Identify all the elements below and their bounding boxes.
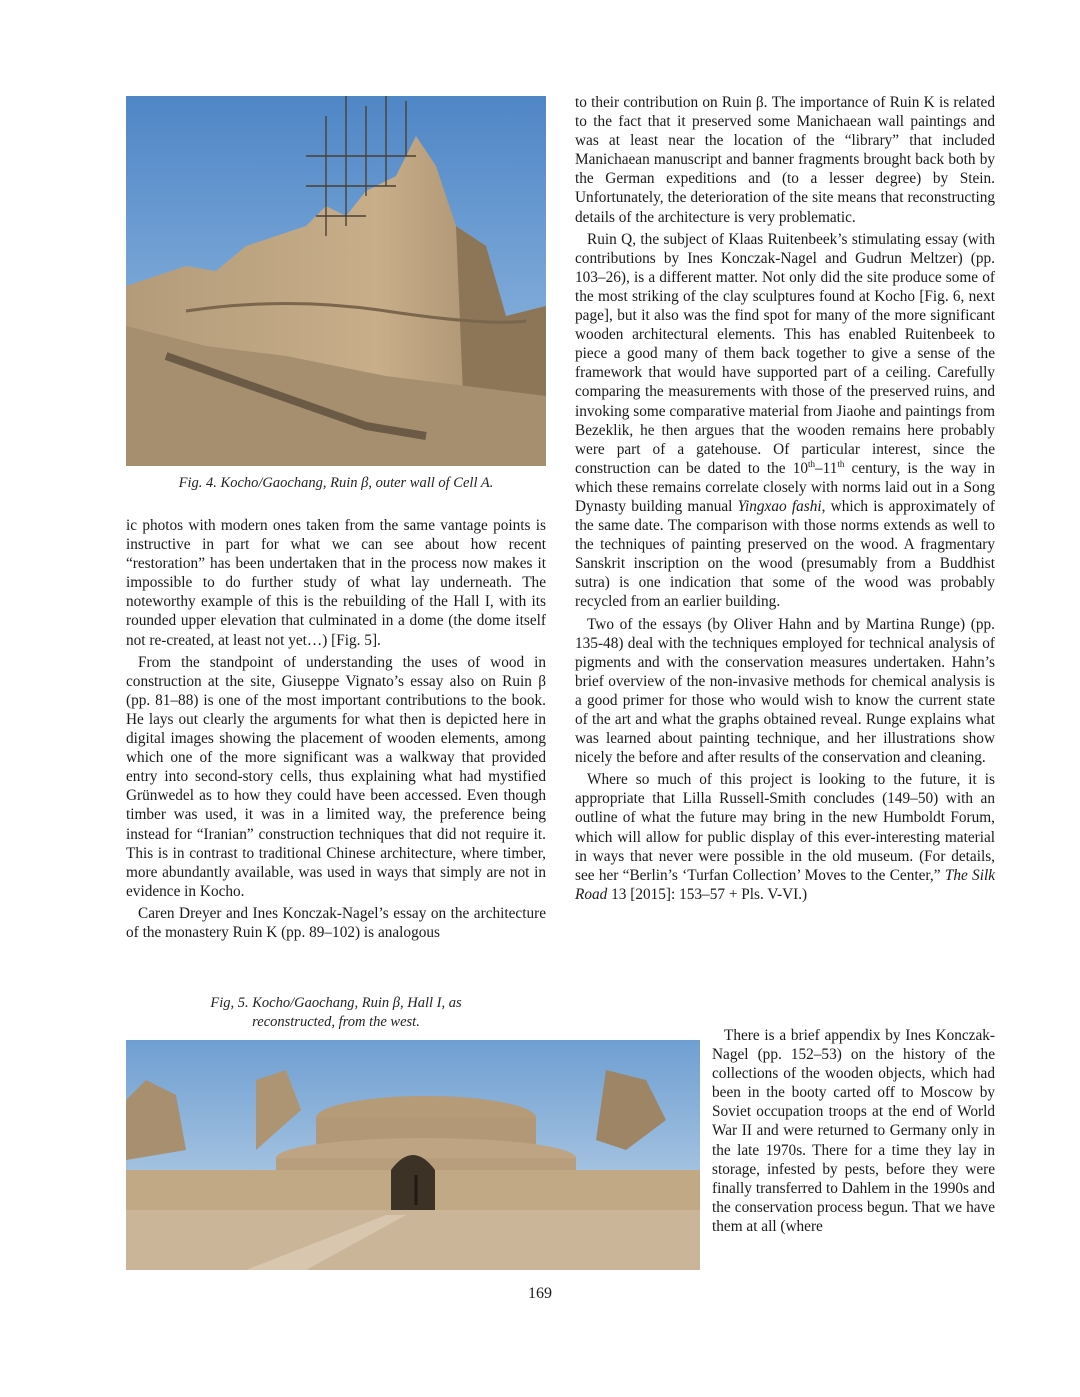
- yingxao-fashi-title: Yingxao fashi: [737, 497, 822, 515]
- figure-4-photo: [126, 96, 546, 466]
- left-paragraph-3: Caren Dreyer and Ines Konczak-Nagel’s essay on the architecture of the monastery Ruin K (pp. 89–102) is analogous: [126, 904, 546, 941]
- right-column: [575, 93, 995, 907]
- page-number: 169: [528, 1285, 552, 1302]
- right-paragraph-2-part-d: , which is approximately of the same date. The comparison with those norms extends as well to the techniques of painting preserved on the wood. A fragmentary Sanskrit inscription on the wood (presumably from a Buddhist sutra) is one indication that some of the wood was probably recycled from an earlier building.: [575, 497, 995, 611]
- left-paragraph-1: ic photos with modern ones taken from the same vantage points is instructive in part for what we can see about how recent “restoration” has been undertaken that in the process now makes it impossible to do further study of what lay underneath. The noteworthy example of this is the rebuilding of the Hall I, with its rounded upper elevation that culminated in a dome (the dome itself not re-created, at least not yet…) [Fig. 5].: [126, 517, 546, 649]
- figure-4-caption: Fig. 4. Kocho/Gaochang, Ruin β, outer wall of Cell A.: [178, 475, 494, 491]
- right-paragraph-5: There is a brief appendix by Ines Konczak-Nagel (pp. 152–53) on the history of the collections of the wooden objects, which had been in the booty carted off to Moscow by Soviet occupation troops at the end of World War II and were returned to Germany only in the late 1970s. There for a time they lay in storage, infested by pests, before they were finally transferred to Dahlem in the 1990s and the conservation process begun. That we have them at all (where: [712, 1027, 995, 1235]
- figure-5-caption-line-1: Fig, 5. Kocho/Gaochang, Ruin β, Hall I, as: [210, 995, 462, 1011]
- figure-5-caption: [126, 994, 546, 1032]
- right-paragraph-3: Two of the essays (by Oliver Hahn and by Martina Runge) (pp. 135-48) deal with the techniques employed for technical analysis of pigments and with the conservation measures undertaken. Hahn’s brief overview of the non-invasive methods for chemical analysis is a good primer for those who would wish to know the current state of the art and what the graphs obtained reveal. Runge explains what was learned about painting technique, and her illustrations show nicely the before and after results of the conservation and cleaning.: [575, 615, 995, 767]
- right-paragraph-2: [575, 230, 995, 612]
- right-paragraph-1: to their contribution on Ruin β. The importance of Ruin K is related to the fact that it preserved some Manichaean wall paintings and was at least near the location of the “library” that included Manichaean manuscript and banner fragments brought back both by the German expeditions and (to a lesser degree) by Stein. Unfortunately, the deterioration of the site means that reconstructing details of the architecture is very problematic.: [575, 94, 995, 226]
- right-column-lower: [712, 1026, 995, 1239]
- left-paragraph-2: From the standpoint of understanding the uses of wood in construction at the site, Giuseppe Vignato’s essay also on Ruin β (pp. 81–88) is one of the most important contributions to the book. He lays out clearly the arguments for what then is depicted here in digital images showing the placement of wooden elements, among which one of the more significant was a walkway that provided entry into second-story cells, thus explaining what had mystified Grünwedel as to how they could have been accessed. Even though timber was used, it was in a limited way, the preference being instead for “Iranian” construction techniques that did not require it. This is in contrast to traditional Chinese architecture, where timber, more abundantly available, was used in ways that simply are not in evidence in Kocho.: [126, 653, 546, 900]
- right-paragraph-4: [575, 770, 995, 904]
- right-paragraph-2-part-b: –11: [815, 459, 838, 477]
- right-paragraph-4-part-b: 13 [2015]: 153–57 + Pls. V-VI.): [607, 885, 808, 903]
- superscript-th-1: th: [808, 458, 816, 469]
- superscript-th-2: th: [837, 458, 845, 469]
- figure-5-caption-line-2: reconstructed, from the west.: [252, 1014, 420, 1030]
- silk-road-title: The Silk Road: [575, 866, 995, 903]
- right-paragraph-2-part-a: Ruin Q, the subject of Klaas Ruitenbeek’s stimulating essay (with contributions by Ines Konczak-Nagel and Gudrun Meltzer) (pp. 103–26), is a different matter. Not only did the site produce some of the most striking of the clay sculptures found at Kocho [Fig. 6, next page], but it also was the find spot for many of the more significant wooden architectural elements. This has enabled Ruitenbeek to piece a good many of them back together to give a sense of the framework that would have supported part of a ceiling. Carefully comparing the measurements with those of the preserved ruins, and invoking some comparative material from Jiaohe and paintings from Bezeklik, he then argues that the wooden remains here probably were part of a gatehouse. Of particular interest, since the construction can be dated to the 10: [575, 230, 995, 477]
- right-paragraph-2-part-c: century, is the way in which these remains correlate closely with norms laid out in a Song Dynasty building manual: [575, 459, 995, 515]
- right-paragraph-4-part-a: Where so much of this project is looking to the future, it is appropriate that Lilla Russell-Smith concludes (149–50) with an outline of what the future may bring in the new Humboldt Forum, which will allow for public display of this ever-interesting material in ways that never were possible in the old museum. (For details, see her “Berlin’s ‘Turfan Collection’ Moves to the Center,”: [575, 771, 995, 884]
- figure-5-photo: [126, 1040, 700, 1270]
- left-column: [126, 516, 546, 945]
